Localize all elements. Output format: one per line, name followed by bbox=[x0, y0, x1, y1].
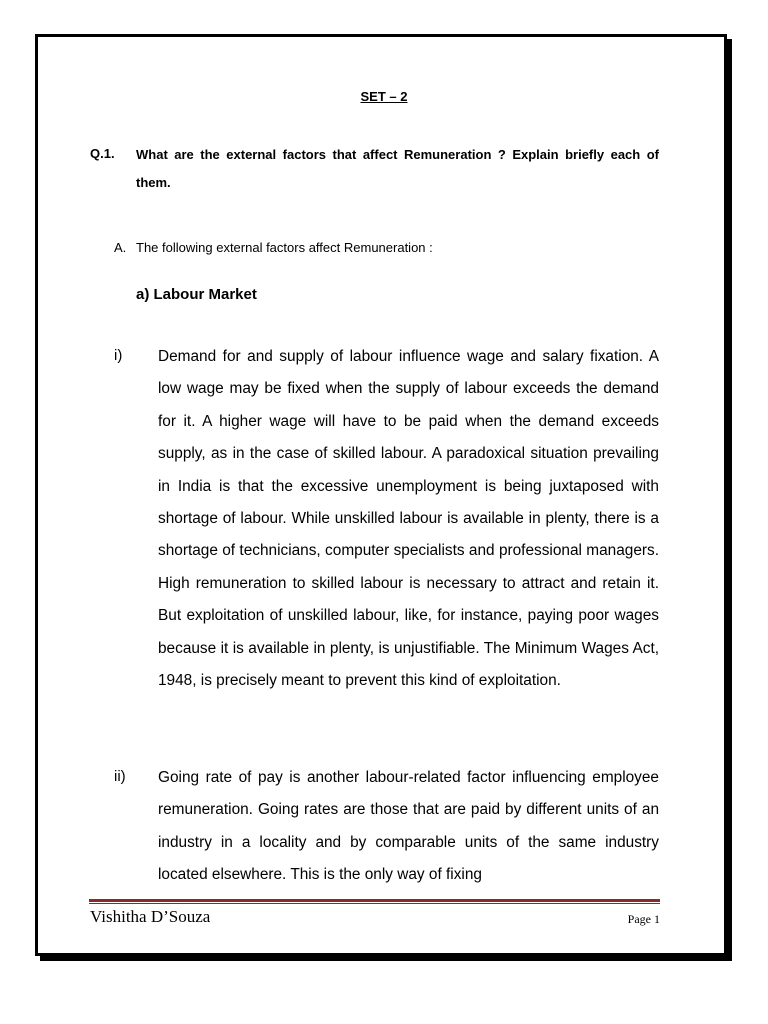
item-paragraph: Going rate of pay is another labour-related factor influencing employee remuneration. Going rates are those that are paid by different units of an industry in a locality and by comparable units of the same industry located elsewhere. This is the only way of fixing bbox=[158, 769, 659, 884]
section-heading: a) Labour Market bbox=[136, 286, 257, 303]
question-number: Q.1. bbox=[90, 146, 115, 161]
item-number: ii) bbox=[114, 768, 126, 785]
item-number: i) bbox=[114, 347, 123, 364]
item-paragraph: Demand for and supply of labour influence wage and salary fixation. A low wage may be fixed when the supply of labour exceeds the demand for it. A higher wage will have to be paid when the demand exceeds supply, as in the case of skilled labour. A paradoxical situation prevailing in India is that the excessive unemployment is being juxtaposed with shortage of labour. While unskilled labour is available in plenty, there is a shortage of technicians, computer specialists and professional managers. High remuneration to skilled labour is necessary to attract and retain it. But exploitation of unskilled labour, like, for instance, paying poor wages because it is available in plenty, is unjustifiable. The Minimum Wages Act, 1948, is precisely meant to prevent this kind of exploitation. bbox=[158, 348, 659, 690]
answer-label: A. bbox=[114, 240, 127, 255]
page-number: Page 1 bbox=[627, 912, 660, 926]
set-title: SET – 2 bbox=[360, 89, 408, 104]
question-text: What are the external factors that affect Remuneration ? Explain briefly each of them. bbox=[136, 147, 659, 190]
footer-rule bbox=[89, 899, 660, 902]
footer-rule-thin bbox=[89, 903, 660, 904]
answer-intro: The following external factors affect Remuneration : bbox=[136, 240, 433, 255]
footer-author: Vishitha D’Souza bbox=[90, 907, 211, 926]
